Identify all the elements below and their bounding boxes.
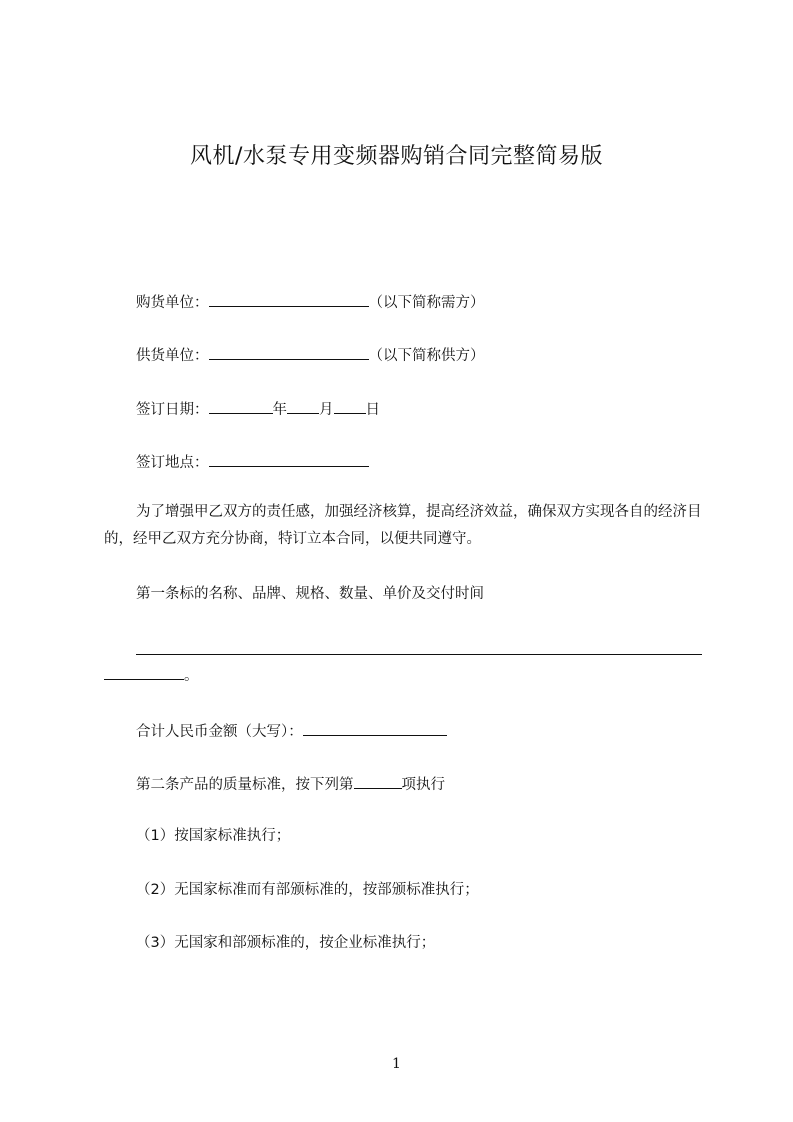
total-label: 合计人民币金额（大写）：	[136, 724, 303, 740]
seller-blank[interactable]	[209, 344, 369, 360]
article2-item-2: （2）无国家标准而有部颁标准的，按部颁标准执行；	[136, 882, 479, 898]
year-label: 年	[272, 402, 287, 418]
seller-line	[136, 344, 485, 366]
article2-item-1: （1）按国家标准执行；	[136, 828, 291, 844]
seller-label: 供货单位：	[136, 348, 209, 364]
place-label: 签订地点：	[136, 455, 209, 471]
place-line	[136, 451, 369, 473]
month-label: 月	[319, 402, 334, 418]
buyer-note: （以下简称需方）	[368, 295, 485, 311]
buyer-label: 购货单位：	[136, 295, 209, 311]
article2-heading-prefix: 第二条产品的质量标准，按下列第	[136, 777, 354, 793]
article2-heading	[136, 773, 445, 795]
article1-end-mark: 。	[184, 668, 199, 684]
buyer-line	[136, 291, 485, 313]
article2-heading-suffix: 项执行	[401, 777, 445, 793]
article1-blank-line[interactable]	[136, 654, 702, 655]
date-label: 签订日期：	[136, 402, 209, 418]
article1-heading: 第一条标的名称、品牌、规格、数量、单价及交付时间	[136, 586, 484, 602]
document-title: 风机/水泵专用变频器购销合同完整简易版	[190, 144, 603, 169]
day-blank[interactable]	[334, 398, 366, 414]
total-line	[136, 720, 447, 742]
month-blank[interactable]	[287, 398, 319, 414]
article1-blank-continuation[interactable]	[104, 664, 184, 680]
year-blank[interactable]	[209, 398, 273, 414]
day-label: 日	[365, 402, 380, 418]
article2-blank[interactable]	[354, 773, 402, 789]
article2-item-3: （3）无国家和部颁标准的，按企业标准执行；	[136, 935, 436, 951]
intro-paragraph: 为了增强甲乙双方的责任感，加强经济核算，提高经济效益，确保双方实现各自的经济目的，经甲乙双方充分协商，特订立本合同，以便共同遵守。	[104, 504, 702, 547]
date-line	[136, 398, 380, 420]
buyer-blank[interactable]	[209, 291, 369, 307]
article1-blank-end	[104, 664, 199, 686]
page-number: 1	[392, 1056, 401, 1072]
seller-note: （以下简称供方）	[368, 348, 485, 364]
total-blank[interactable]	[303, 720, 447, 736]
place-blank[interactable]	[209, 451, 369, 467]
